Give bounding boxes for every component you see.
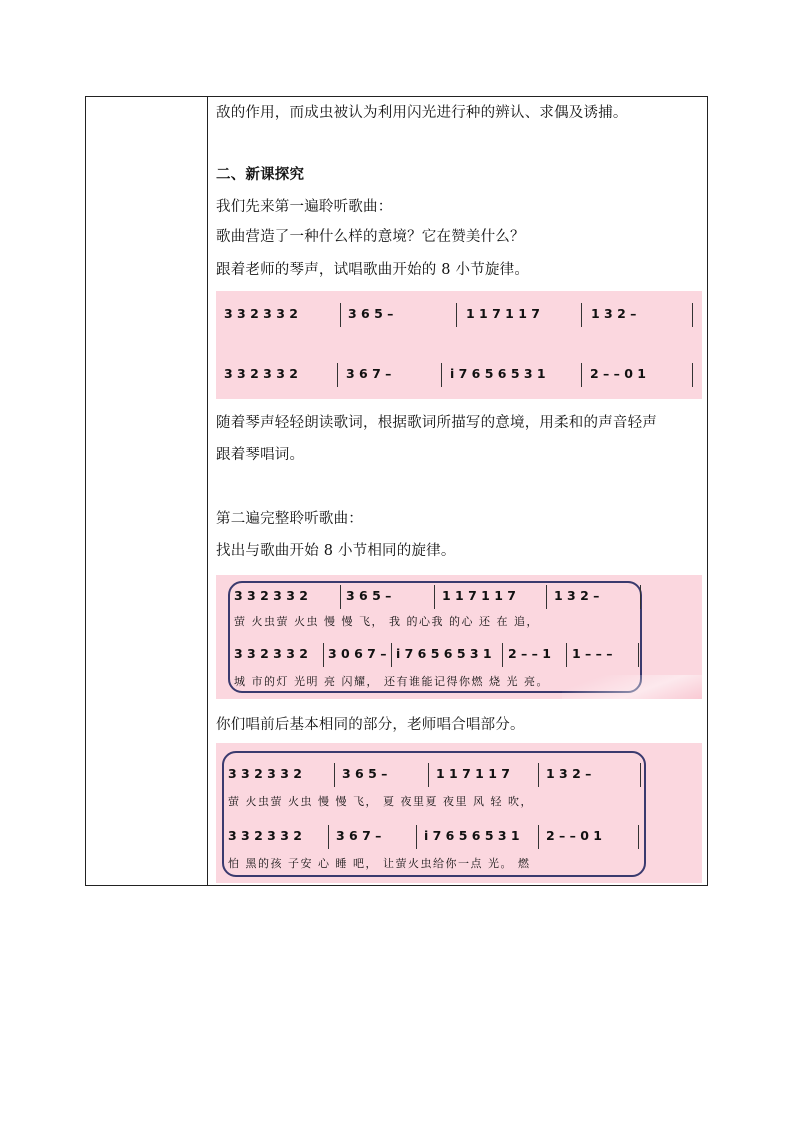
score2-r2-bar4: 2 – – 1 [508, 646, 551, 661]
score2-r1-bar4: 1 3 2 – [554, 588, 600, 603]
score2-r1-bar2: 3 6 5 – [346, 588, 392, 603]
score1-r1-bar1: 3 3 2 3 3 2 [224, 306, 298, 321]
score2-lyrics-line1: 萤 火虫萤 火虫 慢 慢 飞， 我 的心我 的心 还 在 追， [234, 615, 539, 628]
score3-r1-bar1: 3 3 2 3 3 2 [228, 766, 302, 781]
score3-r2-bar4: 2 – – 0 1 [546, 828, 602, 843]
score1-r2-bar3: i 7 6 5 6 5 3 1 [450, 366, 546, 381]
barline [428, 763, 429, 787]
barline [441, 363, 442, 387]
score1-r1-bar4: 1 3 2 – [591, 306, 637, 321]
score-with-lyrics-verse2 [216, 743, 702, 883]
score2-r2-bar1: 3 3 2 3 3 2 [234, 646, 308, 661]
paragraph-sing-parts: 你们唱前后基本相同的部分，老师唱合唱部分。 [216, 717, 525, 733]
score1-row1 [216, 305, 702, 329]
barline [340, 585, 341, 609]
barline [638, 825, 639, 849]
barline [638, 643, 639, 667]
left-column-cell [86, 97, 208, 885]
score2-r2-bar5: 1 – – – [572, 646, 613, 661]
score1-row2 [216, 365, 702, 389]
score3-r2-bar3: i 7 6 5 6 5 3 1 [424, 828, 520, 843]
score2-row1 [216, 587, 702, 611]
score3-r1-bar4: 1 3 2 – [546, 766, 592, 781]
score2-corner-glow [562, 675, 702, 699]
score2-r1-bar3: 1 1 7 1 1 7 [442, 588, 516, 603]
paragraph-sing-along: 跟着老师的琴声，试唱歌曲开始的 8 小节旋律。 [216, 262, 530, 278]
score3-lyrics-line1: 萤 火虫萤 火虫 慢 慢 飞， 夏 夜里夏 夜里 风 轻 吹， [228, 795, 533, 808]
score3-lyrics-line2: 怕 黑的孩 子安 心 睡 吧， 让萤火虫给你一点 光。 燃 [228, 857, 531, 870]
barline [538, 825, 539, 849]
barline [502, 643, 503, 667]
barline [328, 825, 329, 849]
score2-r2-bar2: 3 0 6 7 – [328, 646, 387, 661]
paragraph-listen-first: 我们先来第一遍聆听歌曲： [216, 199, 393, 215]
paragraph-find-melody: 找出与歌曲开始 8 小节相同的旋律。 [216, 543, 456, 559]
score3-r1-bar2: 3 6 5 – [342, 766, 388, 781]
paragraph-listen-second: 第二遍完整聆听歌曲： [216, 511, 363, 527]
barline [566, 643, 567, 667]
paragraph-read-lyrics-line1: 随着琴声轻轻朗读歌词，根据歌词所描写的意境，用柔和的声音轻声 [216, 415, 657, 431]
barline [337, 363, 338, 387]
barline [581, 363, 582, 387]
score2-r1-bar1: 3 3 2 3 3 2 [234, 588, 308, 603]
score-with-lyrics-verse1 [216, 575, 702, 699]
score1-r2-bar4: 2 – – 0 1 [590, 366, 646, 381]
score1-r2-bar1: 3 3 2 3 3 2 [224, 366, 298, 381]
barline [416, 825, 417, 849]
barline [391, 643, 392, 667]
score3-row1 [216, 765, 702, 789]
score2-lyrics-line2: 城 市的灯 光明 亮 闪耀， 还有谁能记得你燃 烧 光 亮。 [234, 675, 549, 688]
barline [456, 303, 457, 327]
barline [340, 303, 341, 327]
score1-r2-bar2: 3 6 7 – [346, 366, 392, 381]
score3-r2-bar1: 3 3 2 3 3 2 [228, 828, 302, 843]
barline [692, 303, 693, 327]
paragraph-question: 歌曲营造了一种什么样的意境？它在赞美什么？ [216, 229, 525, 245]
barline [538, 763, 539, 787]
intro-tail-text: 敌的作用，而成虫被认为利用闪光进行种的辨认、求偶及诱捕。 [216, 105, 628, 121]
score1-r1-bar2: 3 6 5 – [348, 306, 394, 321]
score2-r2-bar3: i 7 6 5 6 5 3 1 [396, 646, 492, 661]
score3-row2 [216, 827, 702, 851]
barline [334, 763, 335, 787]
score1-r1-bar3: 1 1 7 1 1 7 [466, 306, 540, 321]
barline [546, 585, 547, 609]
section-heading: 二、新课探究 [216, 167, 305, 183]
score3-r1-bar3: 1 1 7 1 1 7 [436, 766, 510, 781]
score2-row2 [216, 645, 702, 669]
barline [581, 303, 582, 327]
barline [640, 585, 641, 609]
lesson-table [85, 96, 708, 886]
barline [434, 585, 435, 609]
barline [323, 643, 324, 667]
score-first-eight-bars [216, 291, 702, 399]
barline [640, 763, 641, 787]
barline [692, 363, 693, 387]
score3-r2-bar2: 3 6 7 – [336, 828, 382, 843]
paragraph-read-lyrics-line2: 跟着琴唱词。 [216, 447, 305, 463]
